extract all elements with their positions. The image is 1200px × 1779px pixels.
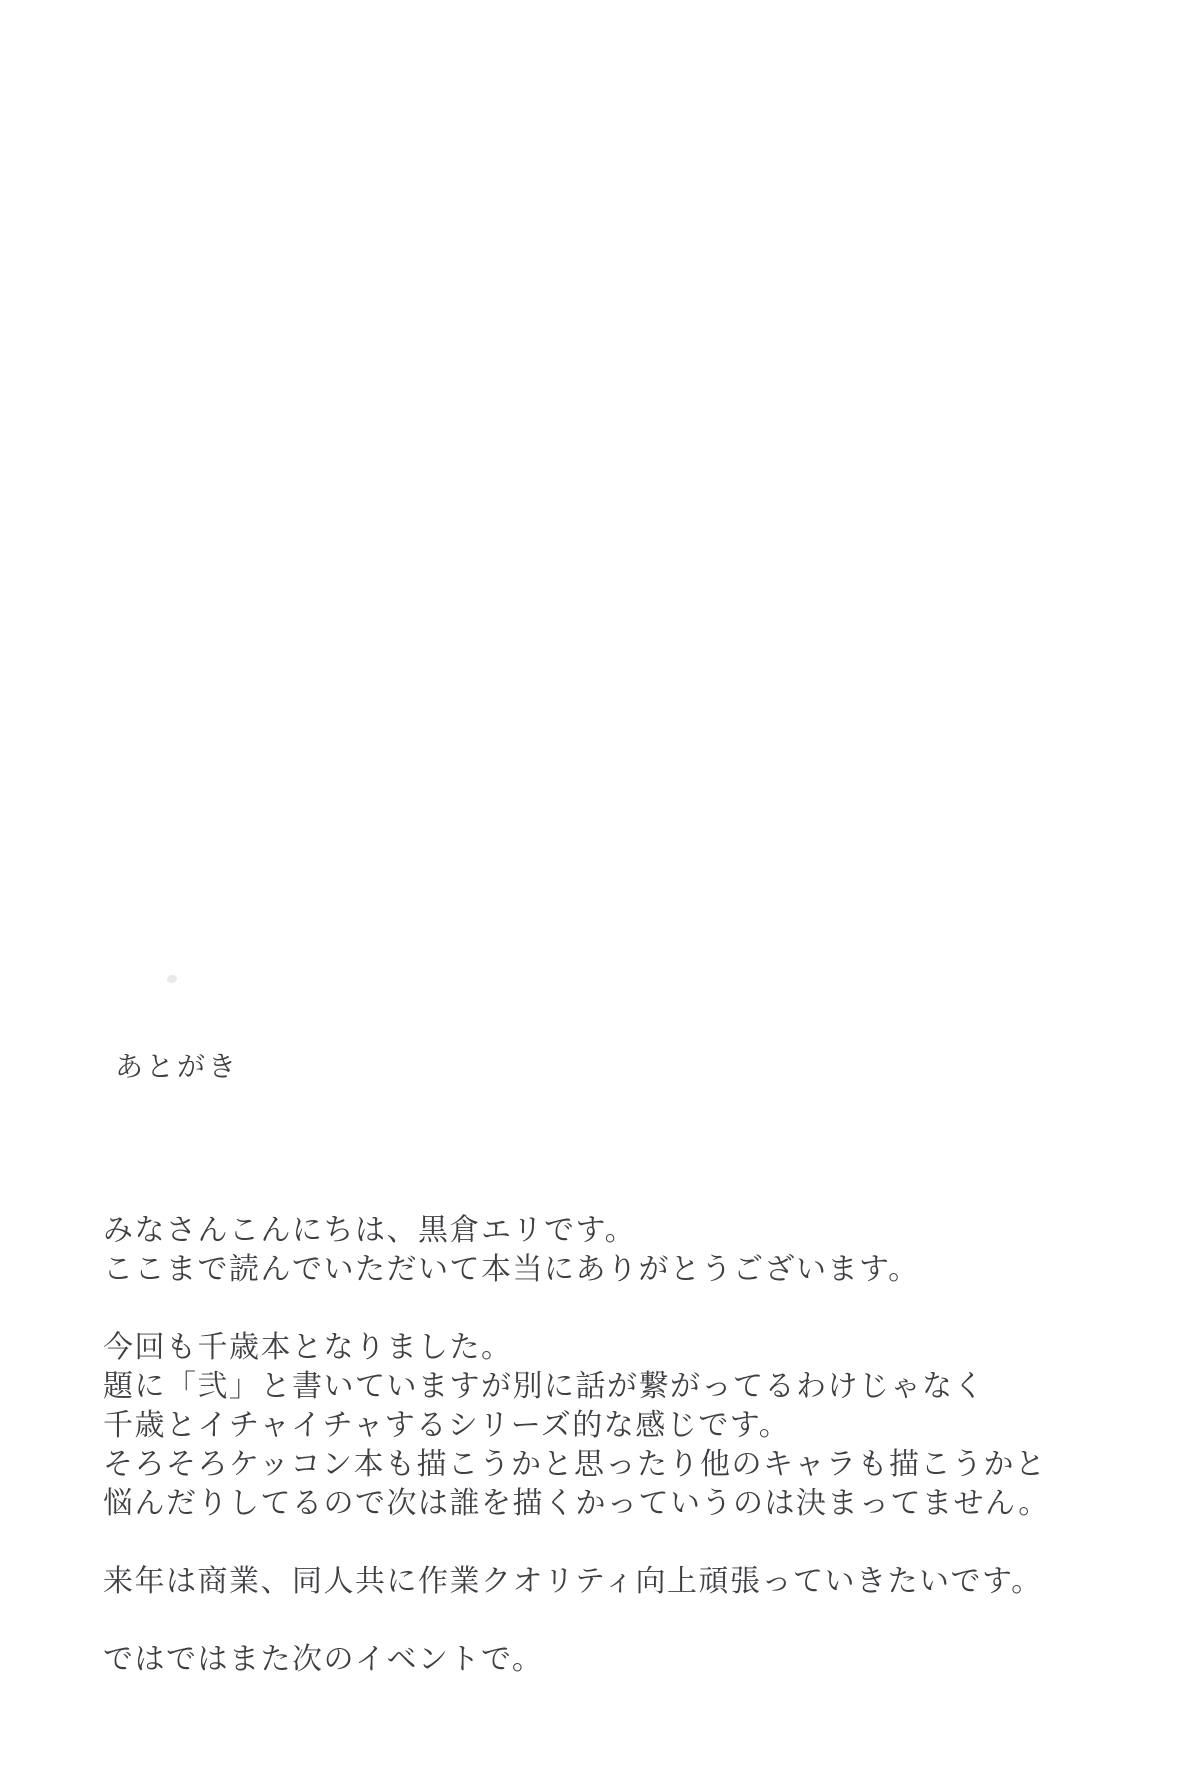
afterword-paragraph (103, 1562, 1113, 1601)
afterword-paragraph (103, 1328, 1113, 1523)
afterword-line: そろそろケッコン本も描こうかと思ったり他のキャラも描こうかと (103, 1447, 1047, 1482)
afterword-heading: あとがき (115, 1050, 240, 1083)
afterword-line: ここまで読んでいただいて本当にありがとうございます。 (103, 1252, 920, 1287)
afterword-line: 悩んだりしてるので次は誰を描くかっていうのは決まってません。 (103, 1486, 1050, 1521)
afterword-paragraph (103, 1640, 1113, 1679)
afterword-line: 千歳とイチャイチャするシリーズ的な感じです。 (103, 1408, 791, 1443)
afterword-line: 今回も千歳本となりました。 (103, 1330, 513, 1365)
afterword-line: 題に「弐」と書いていますが別に話が繋がってるわけじゃなく (103, 1369, 985, 1404)
afterword-body (103, 1211, 1113, 1679)
afterword-line: みなさんこんにちは、黒倉エリです。 (103, 1213, 637, 1248)
afterword-line: ではではまた次のイベントで。 (103, 1642, 544, 1677)
scan-smudge (166, 974, 178, 984)
afterword-line: 来年は商業、同人共に作業クオリティ向上頑張っていきたいです。 (103, 1564, 1043, 1599)
afterword-paragraph (103, 1211, 1113, 1289)
